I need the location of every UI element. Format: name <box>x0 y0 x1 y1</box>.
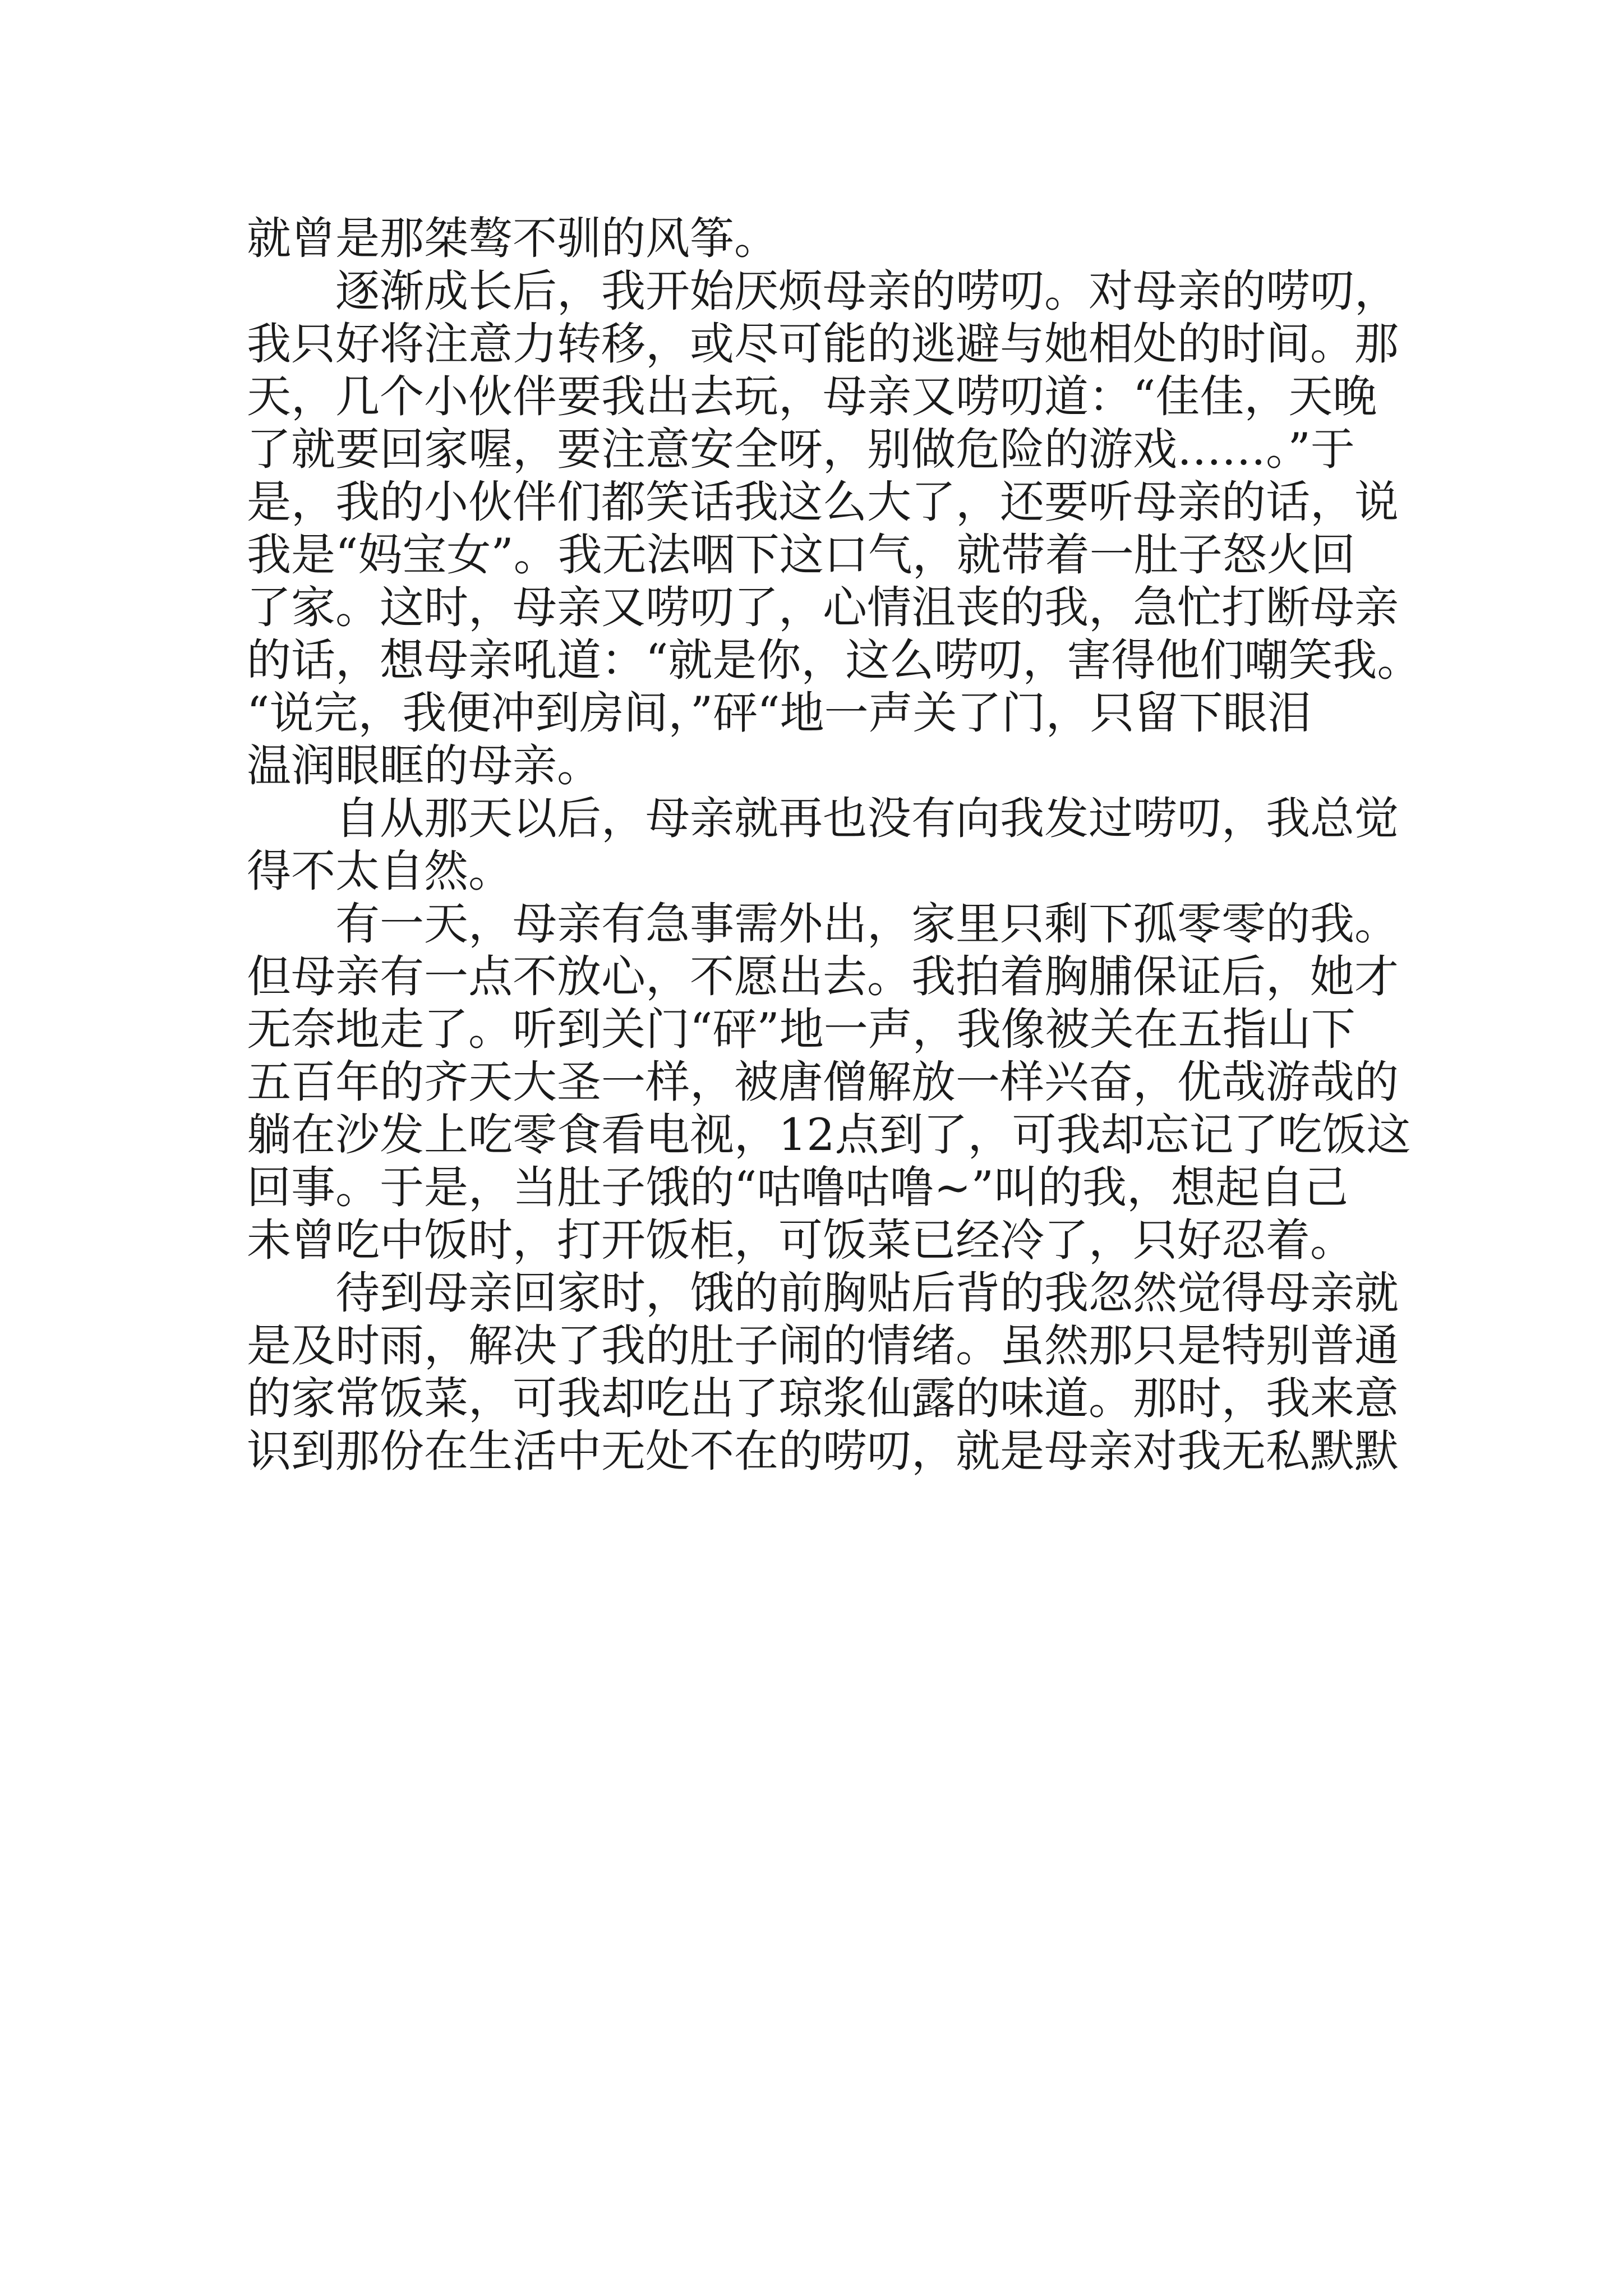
text-line: 无奈地走了。听到关门“砰”地一声，我像被关在五指山下 <box>247 1004 1355 1055</box>
text-line: 躺在沙发上吃零食看电视，12点到了，可我却忘记了吃饭这 <box>247 1109 1411 1161</box>
text-line: 了就要回家喔，要注意安全呀，别做危险的游戏……。”于 <box>247 424 1355 475</box>
text-line: 我只好将注意力转移，或尽可能的逃避与她相处的时间。那 <box>247 318 1399 370</box>
text-line: 五百年的齐天大圣一样，被唐僧解放一样兴奋，优哉游哉的 <box>247 1056 1399 1108</box>
text-line: 逐渐成长后，我开始厌烦母亲的唠叨。对母亲的唠叨， <box>247 265 1399 317</box>
text-line: 有一天，母亲有急事需外出，家里只剩下孤零零的我。 <box>247 898 1399 950</box>
text-line: 天，几个小伙伴要我出去玩，母亲又唠叨道：“佳佳，天晚 <box>247 371 1377 422</box>
text-line: 就曾是那桀骜不驯的风筝。 <box>247 213 778 264</box>
text-line: “说完，我便冲到房间，”砰“地一声关了门，只留下眼泪 <box>247 687 1312 739</box>
text-line: 了家。这时，母亲又唠叨了，心情沮丧的我，急忙打断母亲 <box>247 582 1399 633</box>
text-line: 自从那天以后，母亲就再也没有向我发过唠叨，我总觉 <box>247 793 1399 844</box>
text-line: 是及时雨，解决了我的肚子闹的情绪。虽然那只是特别普通 <box>247 1320 1399 1372</box>
text-line: 的家常饭菜，可我却吃出了琼浆仙露的味道。那时，我来意 <box>247 1373 1399 1424</box>
text-line: 的话，想母亲吼道：“就是你，这么唠叨，害得他们嘲笑我。 <box>247 634 1422 686</box>
text-line: 是，我的小伙伴们都笑话我这么大了，还要听母亲的话，说 <box>247 476 1399 528</box>
text-line: 回事。于是，当肚子饿的“咕噜咕噜~”叫的我，想起自己 <box>247 1162 1348 1213</box>
text-line: 识到那份在生活中无处不在的唠叨，就是母亲对我无私默默 <box>247 1425 1399 1477</box>
text-line: 但母亲有一点不放心，不愿出去。我拍着胸脯保证后，她才 <box>247 951 1399 1002</box>
text-line: 温润眼眶的母亲。 <box>247 740 601 792</box>
text-line: 未曾吃中饭时，打开饭柜，可饭菜已经冷了，只好忍着。 <box>247 1214 1354 1266</box>
text-line: 得不太自然。 <box>247 845 513 897</box>
text-line: 待到母亲回家时，饿的前胸贴后背的我忽然觉得母亲就 <box>247 1267 1399 1319</box>
text-line: 我是“妈宝女”。我无法咽下这口气，就带着一肚子怒火回 <box>247 529 1355 581</box>
